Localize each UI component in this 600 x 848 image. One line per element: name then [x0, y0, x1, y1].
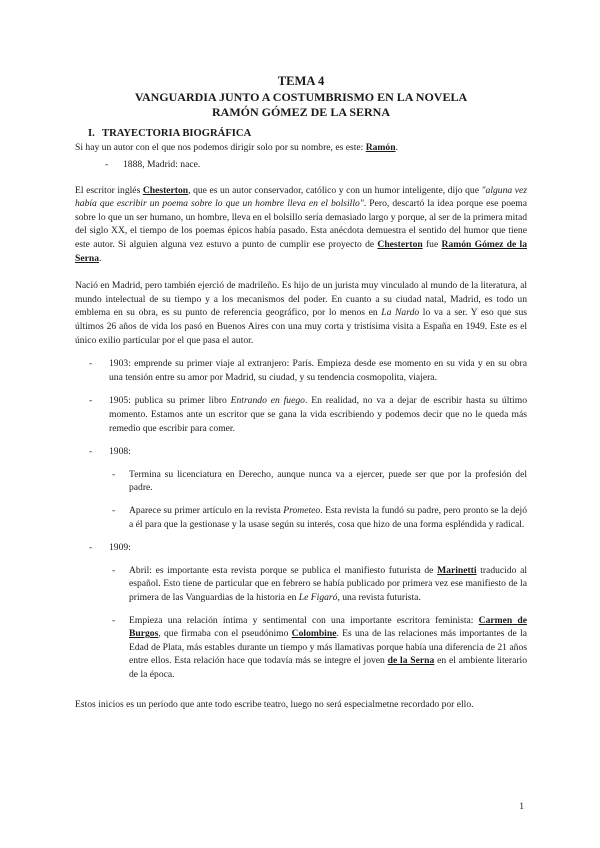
document-subtitle-line-2: RAMÓN GÓMEZ DE LA SERNA: [211, 105, 390, 119]
paragraph-text: , que es un autor conservador, católico y con un humor inteligente, dijo que: [188, 184, 482, 196]
name-chesterton: Chesterton: [142, 184, 189, 196]
list-dash: -: [112, 504, 116, 516]
name-de-la-serna: de la Serna: [387, 655, 435, 667]
list-dash: -: [112, 468, 116, 480]
sub-item-text: . Es una de las relaciones más importantes de la Edad de Plata, más estables durante un tiempo y más llamativas porque había una diferencia de 21 años entre ellos. Esta relación hace que todavía más se integre el joven: [129, 628, 527, 667]
item-text: 1903: emprende su primer viaje al extranjero: París. Empieza desde ese momento en su vida y en su obra una tensión entre su amor por Madrid, su ciudad, y su tendencia cosmopolita, viajera.: [109, 358, 527, 383]
chesterton-paragraph: [75, 184, 527, 266]
birth-item: [75, 158, 527, 172]
list-item-1908: [75, 445, 527, 459]
item-year-label: 1908:: [109, 446, 131, 458]
sub-item-text: traducido al español. Esto tiene de particular que en febrero se había publicado por primera vez ese manifiesto de la primera de las Vanguardias de la historia en: [129, 564, 528, 603]
sub-item-text: en el ambiente literario de la época.: [129, 655, 527, 680]
section-number: I.: [88, 127, 95, 139]
birth-text: 1888, Madrid: nace.: [123, 159, 201, 171]
section-title: TRAYECTORIA BIOGRÁFICA: [102, 127, 252, 139]
list-item-1909: [75, 541, 527, 555]
sub-item-text: Termina su licenciatura en Derecho, aunque nunca va a ejercer, puede ser que por la profesión del padre.: [129, 468, 527, 494]
paragraph-text: fue: [422, 239, 442, 251]
page-number: 1: [519, 801, 524, 812]
sub-item-1909-carmen-de-burgos: [75, 614, 527, 682]
document-subtitle-line-1: VANGUARDIA JUNTO A COSTUMBRISMO EN LA NOVELA: [134, 89, 468, 104]
paragraph-text: lo va a ser. Y eso que sus últimos 26 años de vida los pasó en Buenos Aires con una muy corta y tristísima visita a España en 1949. Este es el único exilio particular por el que pasa el autor.: [75, 307, 528, 346]
sub-item-text: Empieza una relación íntima y sentimental con una importante escritora feminista:: [129, 614, 479, 626]
closing-paragraph: Estos inicios es un período que ante todo escribe teatro, luego no será especialmetne recordado por ello.: [75, 698, 474, 710]
page-content: [75, 74, 527, 711]
name-chesterton: Chesterton: [377, 239, 423, 251]
list-dash: -: [105, 159, 109, 171]
list-item-1905: [75, 394, 527, 435]
sub-item-text: , que firmaba con el pseudónimo: [158, 628, 292, 640]
document-title: TEMA 4: [277, 74, 325, 88]
name-marinetti: Marinetti: [437, 564, 477, 576]
paragraph-text: .: [98, 252, 102, 264]
name-colombine: Colombine: [291, 628, 337, 640]
sub-item-text: . Esta revista la fundó su padre, pero pronto se la dejó a él para que la gestionase y la usase según su interés, cosa que hizo de una forma espléndida y radical.: [129, 504, 527, 530]
chesterton-quote: "alguna vez había que escribir un poema sobre lo que un hombre lleva en el bolsillo": [75, 184, 527, 210]
periodical-title-le-figaro: Le Figaró: [298, 591, 338, 603]
sub-item-1908-prometeo: [75, 504, 527, 531]
list-dash: -: [89, 542, 93, 554]
list-dash: -: [89, 395, 93, 407]
item-text: 1905: publica su primer libro: [109, 395, 231, 407]
intro-paragraph: [75, 141, 527, 155]
intro-text-end: .: [395, 141, 398, 153]
item-text: . En realidad, no va a dejar de escribir hasta su último momento. Estamos ante un escritor que se gana la vida escribiendo y podemos decir que no le queda más remedio que escribir para comer.: [109, 395, 527, 434]
sub-item-1908-law: [75, 468, 527, 495]
list-item-1903: [75, 357, 527, 384]
list-dash: -: [89, 446, 93, 458]
madrid-paragraph: [75, 279, 527, 347]
paragraph-text: El escritor inglés: [75, 184, 143, 196]
list-dash: -: [112, 614, 116, 626]
book-title-la-nardo: La Nardo: [381, 307, 420, 319]
sub-item-text: , una revista futurista.: [337, 591, 421, 603]
list-dash: -: [112, 564, 116, 576]
intro-text: Si hay un autor con el que nos podemos dirigir solo por su nombre, es este:: [75, 141, 366, 153]
author-name-ramon: Ramón: [365, 141, 396, 153]
list-dash: -: [89, 358, 93, 370]
name-carmen-de-burgos: Carmen de Burgos: [129, 614, 527, 640]
paragraph-text: Nació en Madrid, pero también ejerció de madrileño. Es hijo de un jurista muy vinculado al mundo de la literatura, al mundo intelectual de su tiempo y a los mecanismos del poder. En cuanto a su ciudad natal, Madrid, es todo un emblema en su obra, es su punto de referencia geográfico, por lo menos en: [75, 280, 527, 319]
sub-item-1909-futurism: [75, 564, 527, 605]
magazine-title-prometeo: Prometeo: [283, 504, 321, 516]
sub-item-text: Abril: es importante esta revista porque se publica el manifiesto futurista de: [129, 564, 438, 576]
book-title-entrando-en-fuego: Entrando en fuego: [230, 395, 305, 407]
section-heading: [88, 127, 527, 141]
name-ramon-gomez-de-la-serna: Ramón Gómez de la Serna: [75, 239, 528, 264]
item-year-label: 1909:: [109, 542, 131, 554]
sub-item-text: Aparece su primer artículo en la revista: [129, 504, 284, 516]
paragraph-text: . Pero, descartó la idea porque ese poema sobre lo que un ser humano, un hombre, lleva en el bolsillo sería demasiado largo y porque, al ser de la primera mitad del siglo XX, el tiempo de los poemas épicos había pasado. Esta anécdota demuestra el sentido del humor que tiene este autor. Si alguien alguna vez estuvo a punto de cumplir ese proyecto de: [75, 198, 527, 251]
